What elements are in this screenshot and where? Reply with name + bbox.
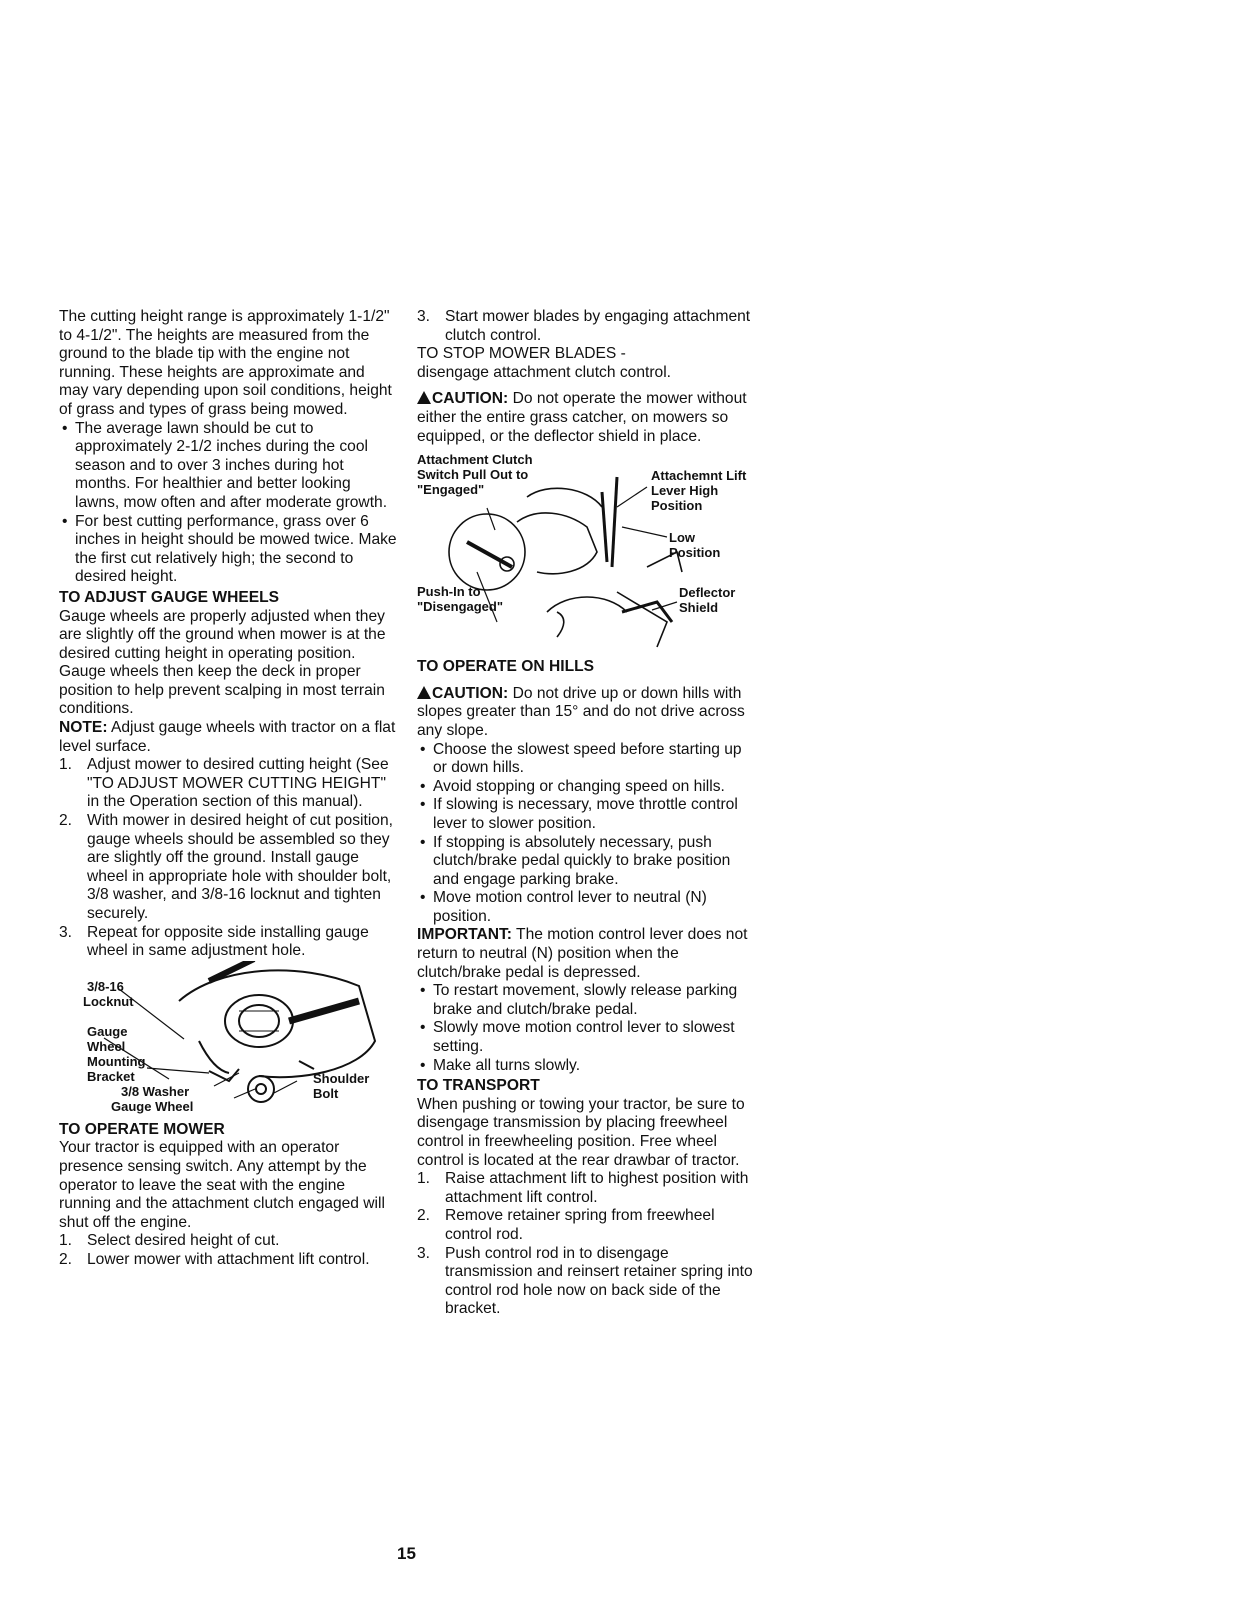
list-item [59,1251,397,1270]
step-text: Remove retainer spring from freewheel control rod. [445,1207,715,1243]
step-text: Adjust mower to desired cutting height (See "TO ADJUST MOWER CUTTING HEIGHT" in the Operation section of this manual). [87,756,389,811]
lift-lever-label-line1: Attachemnt Lift [651,468,747,484]
step-number: 2. [59,1250,73,1268]
list-item: • Slowly move motion control lever to slowest setting. [417,1019,755,1056]
list-item: • For best cutting performance, grass over 6 inches in height should be mowed twice. Make the first cut relatively high; the second to desired height. [59,513,397,587]
deflector-label-line1: Deflector [679,585,736,601]
operate-mower-text: Your tractor is equipped with an operator presence sensing switch. Any attempt by the operator to leave the seat with the engine running and the attachment clutch engaged will shut off the engine. [59,1139,385,1231]
clutch-switch-label-line1: Attachment Clutch [417,452,533,468]
shoulder-bolt-label-line1: Shoulder [313,1070,370,1086]
list-item: • If stopping is absolutely necessary, push clutch/brake pedal quickly to brake position and engage parking brake. [417,834,755,890]
list-item: • The average lawn should be cut to approximately 2-1/2 inches during the cool season and to over 3 inches during hot months. For healthier and better looking lawns, mow often and after moderate growth. [59,420,397,513]
step-text: With mower in desired height of cut position, gauge wheels should be assembled so they are slightly off the ground. Install gauge wheel in appropriate hole with shoulder bolt, 3/8 washer, and 3/8-16 locknut and tighten securely. [87,812,393,922]
list-item [59,1232,397,1251]
operate-mower-heading: TO OPERATE MOWER [59,1120,225,1138]
washer-label: 3/8 Washer [121,1083,190,1099]
step-number: 1. [59,756,73,774]
step-text: Lower mower with attachment lift control. [87,1250,370,1268]
bracket-label-line2: Wheel [87,1038,126,1054]
step-text: Raise attachment lift to highest position with attachment lift control. [445,1170,749,1206]
caution-hills [417,685,755,741]
caution-text: Do not drive up or down hills with slopes greater than 15° and do not drive across any slope. [417,684,745,739]
list-item [417,1207,755,1244]
important-label: IMPORTANT: [417,926,512,944]
list-item: • Choose the slowest speed before starting up or down hills. [417,741,755,778]
gauge-wheels-text: Gauge wheels are properly adjusted when they are slightly off the ground when mower is at the desired cutting height in operating position. Gauge wheels then keep the deck in proper position to help prevent scalping in most terrain conditions. [59,607,386,718]
list-item [59,924,397,961]
shoulder-bolt-label-line2: Bolt [313,1085,339,1101]
list-item [59,812,397,924]
list-item: • To restart movement, slowly release parking brake and clutch/brake pedal. [417,982,755,1019]
caution-text: Do not operate the mower without either the entire grass catcher, on mowers so equipped, or the deflector shield in place. [417,390,747,445]
important-note [417,926,755,982]
list-item: • If slowing is necessary, move throttle control lever to slower position. [417,796,755,833]
attachment-clutch-figure [417,452,755,652]
deflector-label-line2: Shield [679,600,719,616]
gauge-note [59,719,397,756]
clutch-switch-label-line2: Switch Pull Out to [417,467,529,483]
note-text: Adjust gauge wheels with tractor on a flat level surface. [59,719,396,755]
locknut-label-line2: Locknut [83,993,134,1009]
warning-icon [417,686,431,699]
gauge-wheel-figure [59,961,397,1114]
step-text: Start mower blades by engaging attachment clutch control. [445,308,751,344]
step-text: Repeat for opposite side installing gauge wheel in same adjustment hole. [87,923,369,960]
hills-heading: TO OPERATE ON HILLS [417,658,595,676]
important-text: The motion control lever does not return to neutral (N) position when the clutch/brake pedal is depressed. [417,926,748,981]
step-number: 3. [417,1244,431,1262]
step-number: 3. [417,308,431,325]
step-number: 2. [417,1207,431,1225]
restart-tips-list [417,982,755,1075]
step-number: 3. [59,923,73,941]
step-number: 1. [417,1170,431,1188]
gauge-wheels-heading: TO ADJUST GAUGE WHEELS [59,588,280,606]
note-label: NOTE: [59,719,108,737]
caution-label: CAUTION: [432,684,509,702]
mowing-tips-list [59,420,397,587]
right-column [417,308,755,1319]
hills-tips-list [417,741,755,927]
list-item [417,308,755,345]
stop-blades-text: disengage attachment clutch control. [417,363,671,381]
bracket-label-line4: Bracket [87,1068,135,1084]
list-item [417,1170,755,1207]
left-column [59,308,397,1270]
low-position-label-line2: Position [669,545,721,561]
list-item: • Make all turns slowly. [417,1057,755,1076]
list-item [59,756,397,812]
step-number: 1. [59,1232,73,1250]
push-in-label-line1: Push-In to [417,584,481,600]
gauge-steps-list [59,756,397,961]
transport-text: When pushing or towing your tractor, be sure to disengage transmission by placing freewheel control in freewheeling position. Free wheel control is located at the rear drawbar of tractor. [417,1095,745,1169]
step-text: Push control rod in to disengage transmission and reinsert retainer spring into control rod hole now on back side of the bracket. [445,1244,753,1318]
locknut-label-line1: 3/8-16 [87,978,124,994]
list-item [417,1245,755,1319]
page-number: 15 [397,1544,416,1563]
warning-icon [417,391,431,404]
list-item: • Move motion control lever to neutral (N) position. [417,889,755,926]
step-text: Select desired height of cut. [87,1232,280,1250]
gauge-wheel-label: Gauge Wheel [111,1098,194,1114]
clutch-switch-label-line3: "Engaged" [417,482,485,498]
cutting-height-intro: The cutting height range is approximately 1-1/2" to 4-1/2". The heights are measured from the ground to the blade tip with the engine not running. These heights are approximate and may vary depending upon soil conditions, height of grass and types of grass being mowed. [59,308,392,418]
caution-grass-catcher [417,390,755,446]
list-item: • Avoid stopping or changing speed on hills. [417,778,755,797]
operate-steps-list [59,1232,397,1269]
transport-steps-list [417,1170,755,1319]
low-position-label-line1: Low [669,530,695,546]
bracket-label-line1: Gauge [87,1023,128,1039]
lift-lever-label-line2: Lever High [651,483,719,499]
start-blades-list [417,308,755,345]
transport-heading: TO TRANSPORT [417,1077,540,1095]
bracket-label-line3: Mounting [87,1053,146,1069]
lift-lever-label-line3: Position [651,498,703,514]
stop-blades-heading: TO STOP MOWER BLADES - [417,345,626,363]
caution-label: CAUTION: [432,390,509,408]
push-in-label-line2: "Disengaged" [417,599,504,615]
step-number: 2. [59,812,73,830]
